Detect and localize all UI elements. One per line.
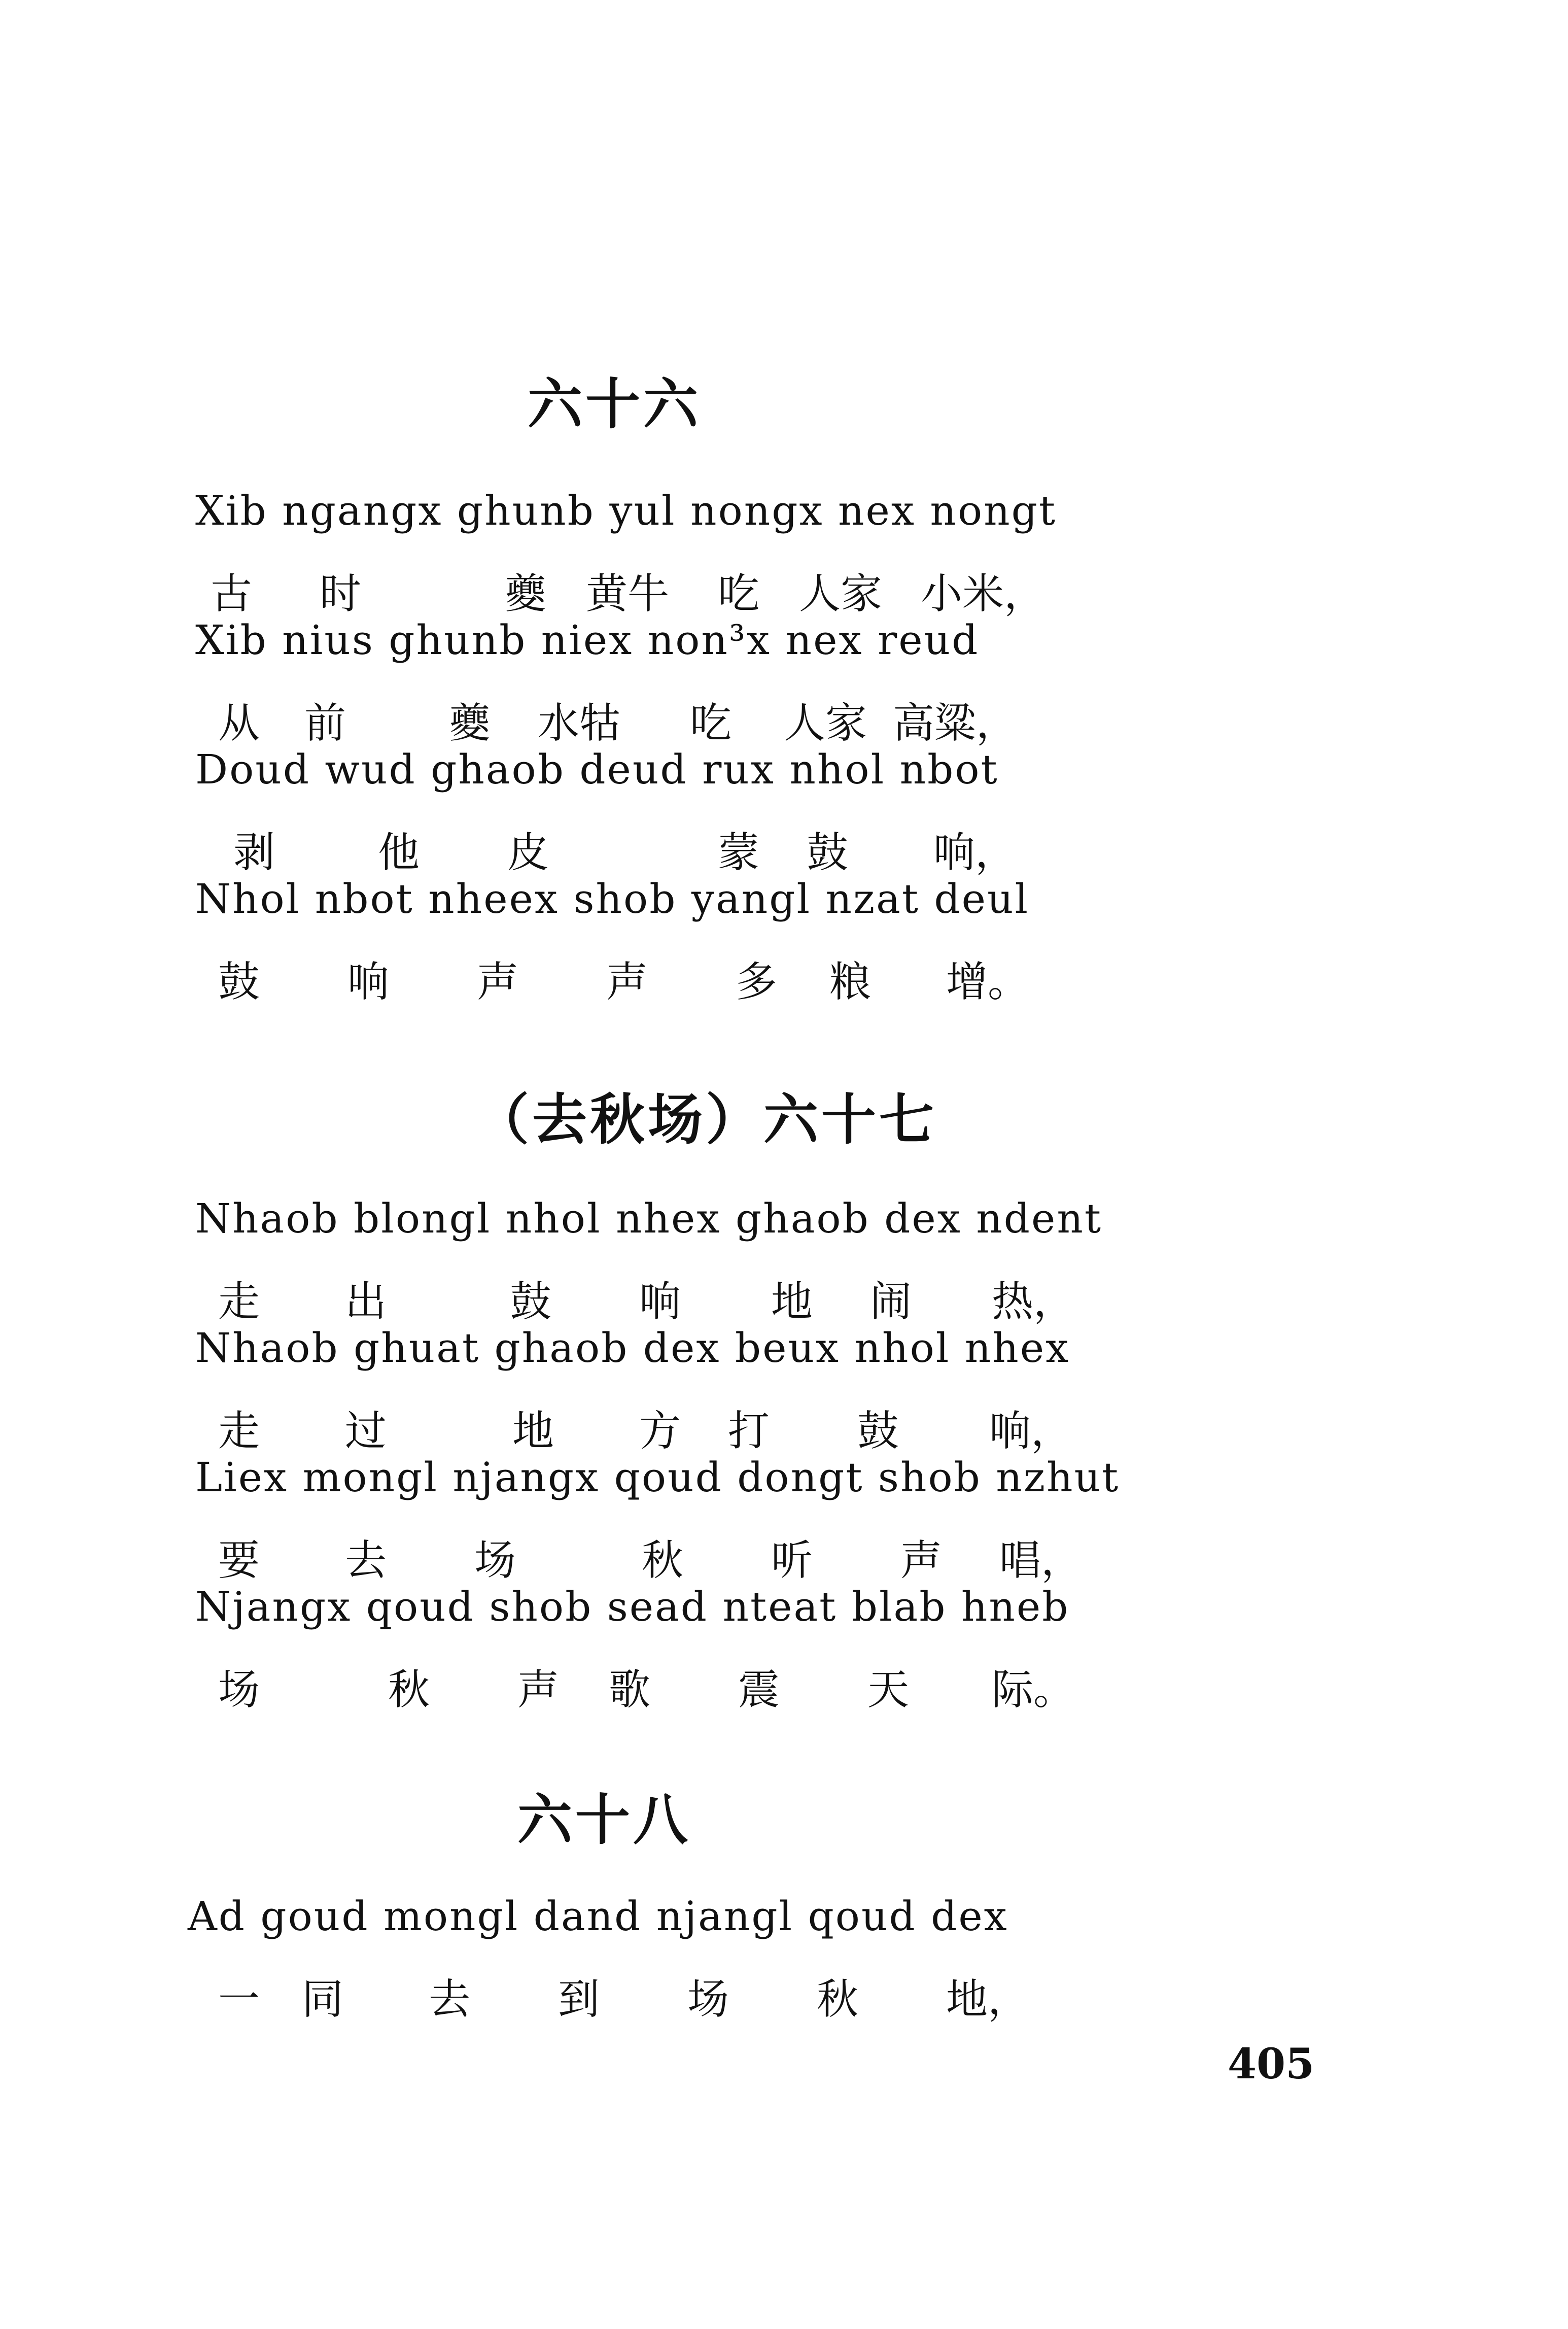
section-heading: （去秋场）六十七 — [474, 1088, 937, 1152]
gloss-word: 鼓 — [807, 829, 849, 877]
chinese-gloss-line — [195, 561, 1083, 618]
gloss-word: 打 — [728, 1407, 770, 1455]
gloss-word: 从 — [218, 699, 260, 747]
gloss-word: 响， — [933, 829, 1017, 877]
romanized-line: Nhaob blongl nhol nhex ghaob dex ndent — [195, 1195, 1102, 1242]
gloss-word: 声 — [606, 958, 648, 1006]
gloss-word: 古 — [211, 570, 253, 618]
gloss-word: 高粱， — [893, 699, 1018, 747]
gloss-word: 黄牛 — [586, 570, 670, 618]
page-number: 405 — [1228, 2040, 1315, 2088]
gloss-word: 过 — [345, 1407, 387, 1455]
romanized-line: Nhaob ghuat ghaob dex beux nhol nhex — [195, 1324, 1070, 1372]
gloss-word: 要 — [218, 1536, 260, 1585]
gloss-word: 场 — [687, 1975, 729, 2024]
romanized-line: Liex mongl njangx qoud dongt shob nzhut — [195, 1454, 1120, 1501]
gloss-word: 走 — [218, 1407, 260, 1455]
romanized-line: Ad goud mongl dand njangl qoud dex — [188, 1893, 1008, 1940]
romanized-line: Njangx qoud shob sead nteat blab hneb — [195, 1583, 1070, 1630]
romanized-line: Doud wud ghaob deud rux nhol nbot — [195, 746, 999, 793]
gloss-word: 地 — [512, 1407, 554, 1455]
gloss-word: 秋 — [642, 1536, 684, 1585]
gloss-word: 人家 — [799, 570, 883, 618]
gloss-word: 去 — [345, 1536, 387, 1585]
gloss-word: 剥 — [233, 829, 275, 877]
chinese-gloss-line — [195, 1269, 1083, 1326]
gloss-word: 响， — [989, 1407, 1073, 1455]
chinese-gloss-line — [195, 690, 1083, 747]
gloss-word: 吃 — [718, 570, 760, 618]
gloss-word: 闹 — [870, 1278, 912, 1326]
gloss-word: 响 — [639, 1278, 681, 1326]
gloss-word: 皮 — [507, 829, 549, 877]
section-heading: 六十六 — [528, 373, 702, 436]
chinese-gloss-line — [195, 819, 1083, 877]
gloss-word: 声 — [517, 1666, 560, 1714]
gloss-word: 夔 — [449, 699, 491, 747]
gloss-word: 走 — [218, 1278, 260, 1326]
gloss-word: 方 — [639, 1407, 681, 1455]
gloss-word: 歌 — [609, 1666, 651, 1714]
gloss-word: 场 — [474, 1536, 516, 1585]
gloss-word: 震 — [738, 1666, 780, 1714]
chinese-gloss-line — [195, 1527, 1083, 1585]
gloss-word: 唱， — [999, 1536, 1083, 1585]
chinese-gloss-line — [195, 949, 1083, 1006]
section-heading: 六十八 — [517, 1789, 691, 1852]
gloss-word: 去 — [429, 1975, 471, 2024]
gloss-word: 蒙 — [718, 829, 760, 877]
gloss-word: 增。 — [946, 958, 1030, 1006]
gloss-word: 吃 — [690, 699, 732, 747]
gloss-word: 听 — [771, 1536, 813, 1585]
gloss-word: 多 — [736, 958, 778, 1006]
gloss-word: 秋 — [388, 1666, 430, 1714]
gloss-word: 声 — [477, 958, 519, 1006]
gloss-word: 天 — [867, 1666, 910, 1714]
gloss-word: 夔 — [505, 570, 547, 618]
gloss-word: 前 — [304, 699, 346, 747]
gloss-word: 地 — [771, 1278, 813, 1326]
gloss-word: 同 — [302, 1975, 344, 2024]
chinese-gloss-line — [195, 1398, 1083, 1455]
gloss-word: 鼓 — [857, 1407, 899, 1455]
gloss-word: 鼓 — [218, 958, 260, 1006]
gloss-word: 响 — [347, 958, 390, 1006]
gloss-word: 粮 — [829, 958, 872, 1006]
gloss-word: 他 — [378, 829, 420, 877]
gloss-word: 际。 — [992, 1666, 1075, 1714]
romanized-line: Xib ngangx ghunb yul nongx nex nongt — [195, 487, 1057, 534]
gloss-word: 人家 — [784, 699, 867, 747]
gloss-word: 声 — [900, 1536, 943, 1585]
chinese-gloss-line — [195, 1657, 1083, 1714]
gloss-word: 一 — [218, 1975, 260, 2024]
gloss-word: 出 — [345, 1278, 387, 1326]
gloss-word: 小米， — [921, 570, 1046, 618]
gloss-word: 场 — [218, 1666, 260, 1714]
romanized-line: Nhol nbot nheex shob yangl nzat deul — [195, 875, 1030, 922]
gloss-word: 到 — [558, 1975, 600, 2024]
chinese-gloss-line — [195, 1966, 1083, 2024]
gloss-word: 时 — [320, 570, 362, 618]
gloss-word: 地， — [946, 1975, 1030, 2024]
gloss-word: 鼓 — [510, 1278, 552, 1326]
romanized-line: Xib nius ghunb niex non³x nex reud — [195, 616, 980, 664]
gloss-word: 热， — [992, 1278, 1075, 1326]
gloss-word: 秋 — [817, 1975, 859, 2024]
gloss-word: 水牯 — [538, 699, 621, 747]
